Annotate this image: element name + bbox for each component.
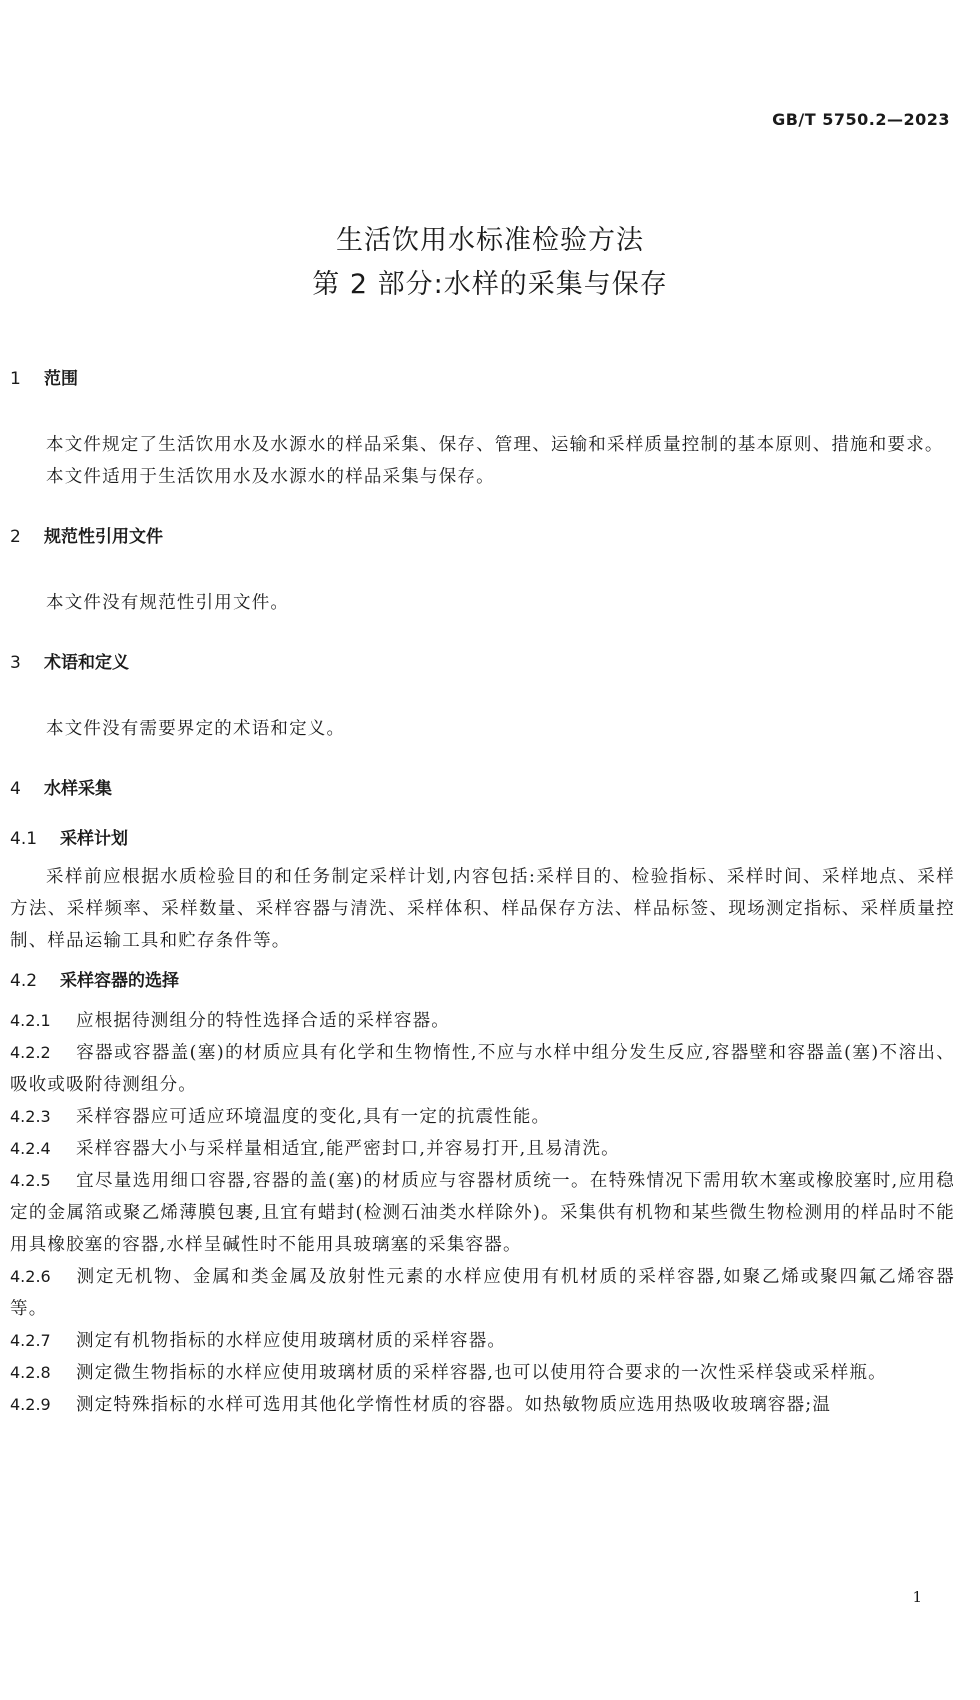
clause-4-2-8 bbox=[10, 1357, 955, 1389]
clause-4-2-6 bbox=[10, 1261, 955, 1325]
section-heading-2 bbox=[10, 523, 955, 551]
section-heading-4 bbox=[10, 775, 955, 803]
section-number: 4 bbox=[10, 779, 21, 799]
subsection-number: 4.1 bbox=[10, 829, 38, 849]
clause-text: 测定特殊指标的水样可选用其他化学惰性材质的容器。如热敏物质应选用热吸收玻璃容器;温 bbox=[76, 1395, 832, 1415]
subsection-heading-4-1 bbox=[10, 825, 955, 853]
clause-number: 4.2.2 bbox=[10, 1043, 51, 1062]
clause-4-2-2 bbox=[10, 1037, 955, 1101]
clause-4-2-1 bbox=[10, 1005, 955, 1037]
clause-4-2-5 bbox=[10, 1165, 955, 1261]
document-title-line2: 第 2 部分:水样的采集与保存 bbox=[312, 269, 668, 300]
clause-number: 4.2.4 bbox=[10, 1139, 51, 1158]
section-title: 术语和定义 bbox=[44, 653, 129, 673]
clause-text: 采样容器大小与采样量相适宜,能严密封口,并容易打开,且易清洗。 bbox=[76, 1139, 620, 1159]
document-title-line1: 生活饮用水标准检验方法 bbox=[336, 225, 644, 256]
paragraph: 本文件没有需要界定的术语和定义。 bbox=[46, 719, 346, 739]
section-number: 3 bbox=[10, 653, 21, 673]
document-body bbox=[10, 365, 955, 1421]
clause-text: 采样容器应可适应环境温度的变化,具有一定的抗震性能。 bbox=[76, 1107, 551, 1127]
clause-text: 测定微生物指标的水样应使用玻璃材质的采样容器,也可以使用符合要求的一次性采样袋或采样瓶。 bbox=[76, 1363, 887, 1383]
clause-text: 容器或容器盖(塞)的材质应具有化学和生物惰性,不应与水样中组分发生反应,容器壁和容器盖(塞)不溶出、吸收或吸附待测组分。 bbox=[10, 1043, 955, 1095]
section-title: 规范性引用文件 bbox=[44, 527, 163, 547]
clause-number: 4.2.8 bbox=[10, 1363, 51, 1382]
subsection-heading-4-2 bbox=[10, 967, 955, 995]
clause-number: 4.2.9 bbox=[10, 1395, 51, 1414]
clause-text: 宜尽量选用细口容器,容器的盖(塞)的材质应与容器材质统一。在特殊情况下需用软木塞或橡胶塞时,应用稳定的金属箔或聚乙烯薄膜包裹,且宜有蜡封(检测石油类水样除外)。采集供有机物和某些微生物检测用的样品时不能用具橡胶塞的容器,水样呈碱性时不能用具玻璃塞的采集容器。 bbox=[10, 1171, 955, 1255]
section-heading-3 bbox=[10, 649, 955, 677]
clause-text: 测定无机物、金属和类金属及放射性元素的水样应使用有机材质的采样容器,如聚乙烯或聚四氟乙烯容器等。 bbox=[10, 1267, 955, 1319]
clause-4-2-7 bbox=[10, 1325, 955, 1357]
subsection-title: 采样容器的选择 bbox=[60, 971, 179, 991]
section-number: 2 bbox=[10, 527, 21, 547]
subsection-title: 采样计划 bbox=[60, 829, 128, 849]
section-title: 水样采集 bbox=[44, 779, 112, 799]
clause-number: 4.2.3 bbox=[10, 1107, 51, 1126]
clause-text: 应根据待测组分的特性选择合适的采样容器。 bbox=[76, 1011, 450, 1031]
paragraph: 本文件适用于生活饮用水及水源水的样品采集与保存。 bbox=[46, 467, 495, 487]
paragraph: 本文件没有规范性引用文件。 bbox=[46, 593, 290, 613]
paragraph: 采样前应根据水质检验目的和任务制定采样计划,内容包括:采样目的、检验指标、采样时间、采样地点、采样方法、采样频率、采样数量、采样容器与清洗、采样体积、样品保存方法、样品标签、现场测定指标、采样质量控制、样品运输工具和贮存条件等。 bbox=[10, 867, 955, 951]
clause-number: 4.2.5 bbox=[10, 1171, 51, 1190]
clause-4-2-3 bbox=[10, 1101, 955, 1133]
section-heading-1 bbox=[10, 365, 955, 393]
clause-number: 4.2.1 bbox=[10, 1011, 51, 1030]
clause-number: 4.2.6 bbox=[10, 1267, 51, 1286]
clause-text: 测定有机物指标的水样应使用玻璃材质的采样容器。 bbox=[76, 1331, 507, 1351]
clause-number: 4.2.7 bbox=[10, 1331, 51, 1350]
subsection-number: 4.2 bbox=[10, 971, 38, 991]
page-number: 1 bbox=[912, 1588, 922, 1606]
section-number: 1 bbox=[10, 369, 21, 389]
clause-4-2-9 bbox=[10, 1389, 955, 1421]
paragraph: 本文件规定了生活饮用水及水源水的样品采集、保存、管理、运输和采样质量控制的基本原则、措施和要求。 bbox=[46, 435, 944, 455]
clause-4-2-4 bbox=[10, 1133, 955, 1165]
section-title: 范围 bbox=[44, 369, 78, 389]
document-code: GB/T 5750.2—2023 bbox=[772, 110, 950, 129]
